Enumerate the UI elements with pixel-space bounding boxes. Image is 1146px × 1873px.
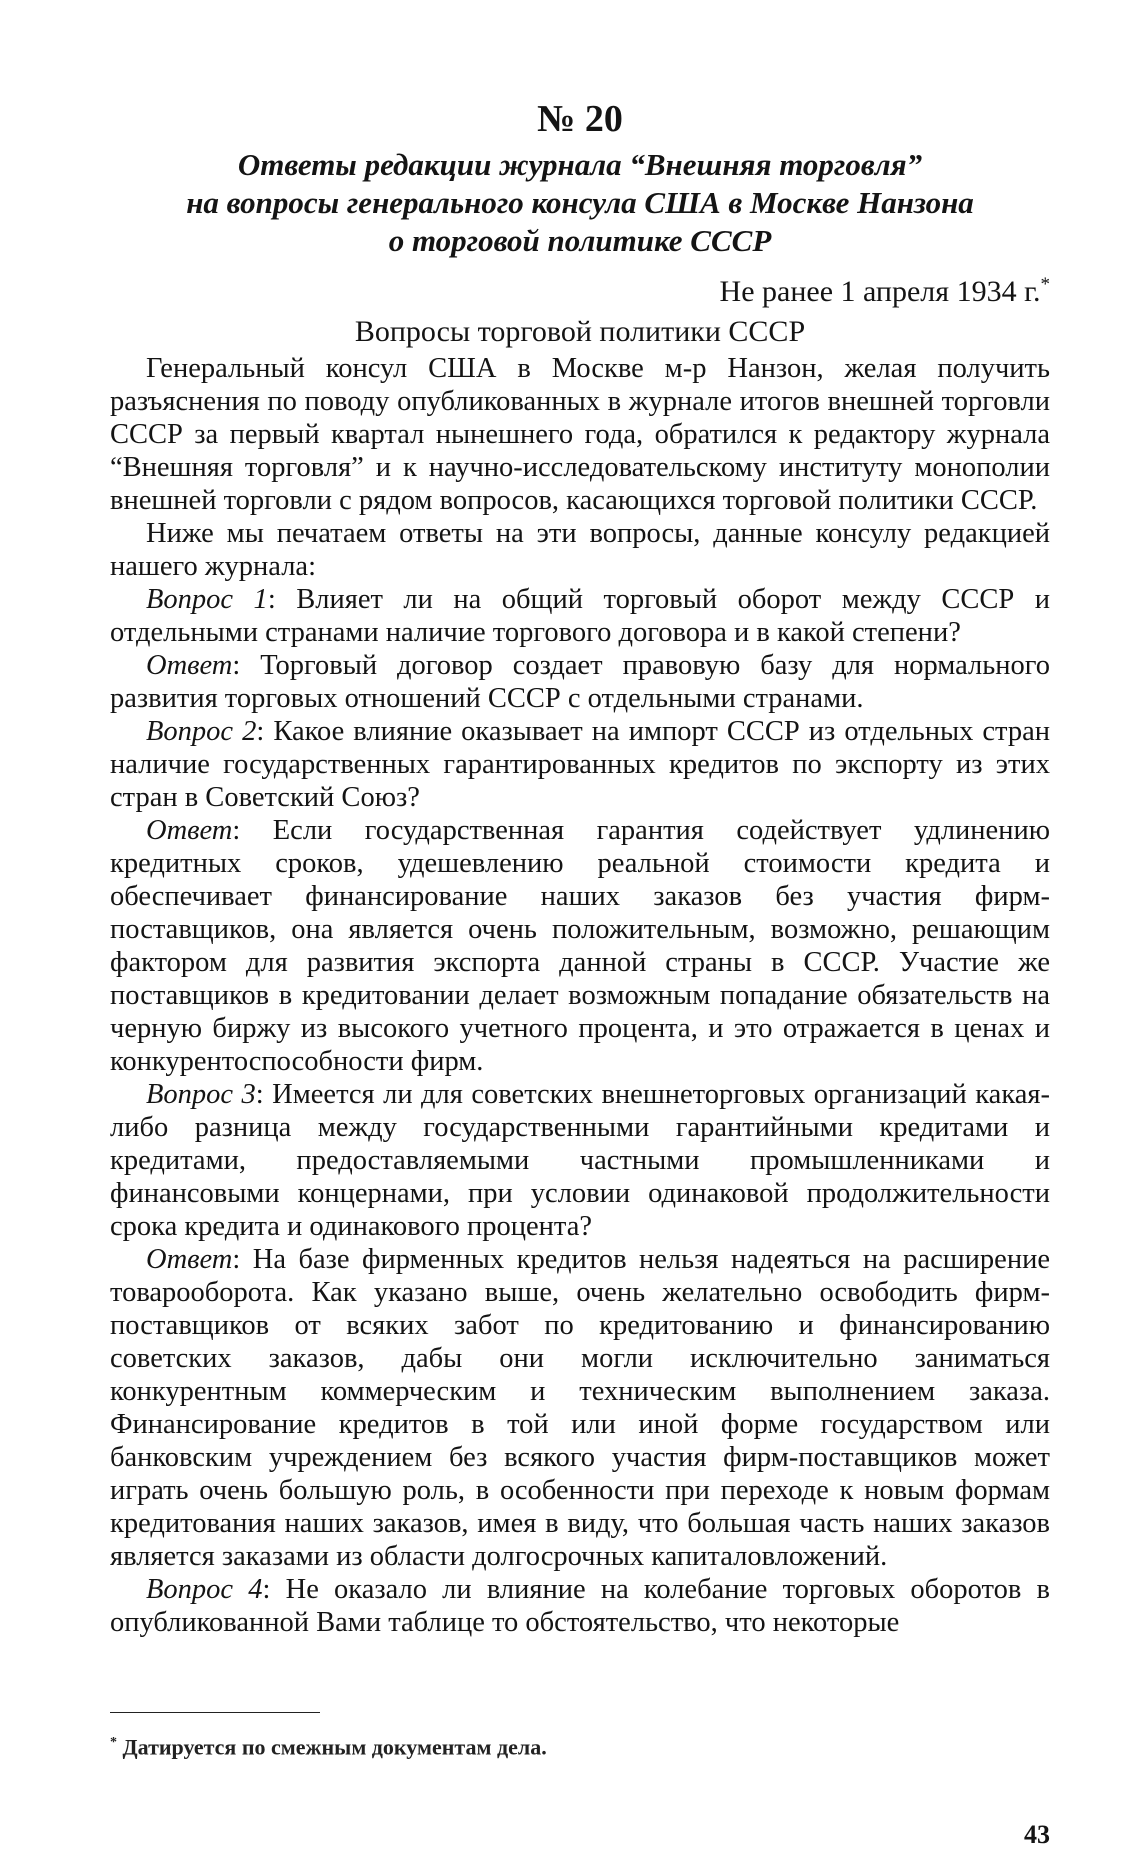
question-label: Вопрос 1: [146, 584, 268, 615]
document-body: [110, 352, 1050, 1639]
document-header: [110, 96, 1050, 351]
answer-text: : На базе фирменных кредитов нельзя надеяться на расширение товарооборота. Как указано выше, очень желательно освободить фирм-поставщиков от всяких забот по кредитованию и финансированию советских заказов, дабы они могли исключительно заниматься конкурентным коммерческим и техническим выполнением заказа. Финансирование кредитов в той или иной форме государством или банковским учреждением без всякого участия фирм-поставщиков может играть очень большую роль, в особенности при переходе к новым формам кредитования наших заказов, имея в виду, что большая часть наших заказов является заказами из области долгосрочных капиталовложений.: [110, 1244, 1050, 1572]
question-text: : Не оказало ли влияние на колебание торговых оборотов в опубликованной Вами таблице то обстоятельство, что некоторые: [110, 1574, 1050, 1638]
paragraph: [110, 517, 1050, 583]
answer-paragraph: [110, 649, 1050, 715]
paragraph-text: Ниже мы печатаем ответы на эти вопросы, данные консулу редакцией нашего журнала:: [110, 518, 1050, 582]
section-title: Вопросы торговой политики СССР: [354, 315, 806, 348]
date-footnote-marker: *: [1040, 274, 1050, 295]
answer-paragraph: [110, 814, 1050, 1078]
answer-label: Ответ: [146, 1244, 233, 1275]
answer-label: Ответ: [146, 650, 233, 681]
answer-text: : Если государственная гарантия содействует удлинению кредитных сроков, удешевлению реальной стоимости кредита и обеспечивает финансирование наших заказов без участия фирм-поставщиков, она является очень положительным, возможно, решающим фактором для развития экспорта данной страны в СССР. Участие же поставщиков в кредитовании делает возможным попадание обязательств на черную биржу из высокого учетного процента, и это отражается в ценах и конкурентоспособности фирм.: [110, 815, 1050, 1077]
question-paragraph: [110, 1078, 1050, 1243]
answer-paragraph: [110, 1243, 1050, 1573]
document-title-line: о торговой политике СССР: [388, 223, 772, 258]
question-text: : Влияет ли на общий торговый оборот между СССР и отдельными странами наличие торгового договора и в какой степени?: [110, 584, 1050, 648]
question-label: Вопрос 2: [146, 716, 257, 747]
question-text: : Какое влияние оказывает на импорт СССР из отдельных стран наличие государственных гарантированных кредитов по экспорту из этих стран в Советский Союз?: [110, 716, 1050, 813]
question-paragraph: [110, 1573, 1050, 1639]
footnote-text: Датируется по смежным документам дела.: [117, 1734, 547, 1760]
document-date: [110, 266, 1050, 311]
question-label: Вопрос 3: [146, 1079, 256, 1110]
question-label: Вопрос 4: [146, 1574, 263, 1605]
answer-text: : Торговый договор создает правовую базу для нормального развития торговых отношений СССР с отдельными странами.: [110, 650, 1050, 714]
question-paragraph: [110, 715, 1050, 814]
document-number: № 20: [537, 98, 623, 140]
question-text: : Имеется ли для советских внешнеторговых организаций какая-либо разница между государственными гарантийными кредитами и кредитами, предоставляемыми частными промышленниками и финансовыми концернами, при условии одинаковой продолжительности срока кредита и одинакового процента?: [110, 1079, 1050, 1242]
footnote-marker: *: [110, 1735, 117, 1750]
paragraph-text: Генеральный консул США в Москве м-р Нанзон, желая получить разъяснения по поводу опубликованных в журнале итогов внешней торговли СССР за первый квартал нынешнего года, обратился к редактору журнала “Внешняя торговля” и к научно-исследовательскому институту монополии внешней торговли с рядом вопросов, касающихся торговой политики СССР.: [110, 353, 1050, 516]
answer-label: Ответ: [146, 815, 233, 846]
footnote: [110, 1730, 547, 1760]
page-number: 43: [1024, 1820, 1050, 1849]
footnote-divider: [110, 1712, 320, 1713]
document-title-line: Ответы редакции журнала “Внешняя торговля”: [237, 147, 923, 182]
date-text: Не ранее 1 апреля 1934 г.: [719, 275, 1041, 308]
document-title-line: на вопросы генерального консула США в Москве Нанзона: [186, 185, 974, 220]
question-paragraph: [110, 583, 1050, 649]
paragraph: [110, 352, 1050, 517]
